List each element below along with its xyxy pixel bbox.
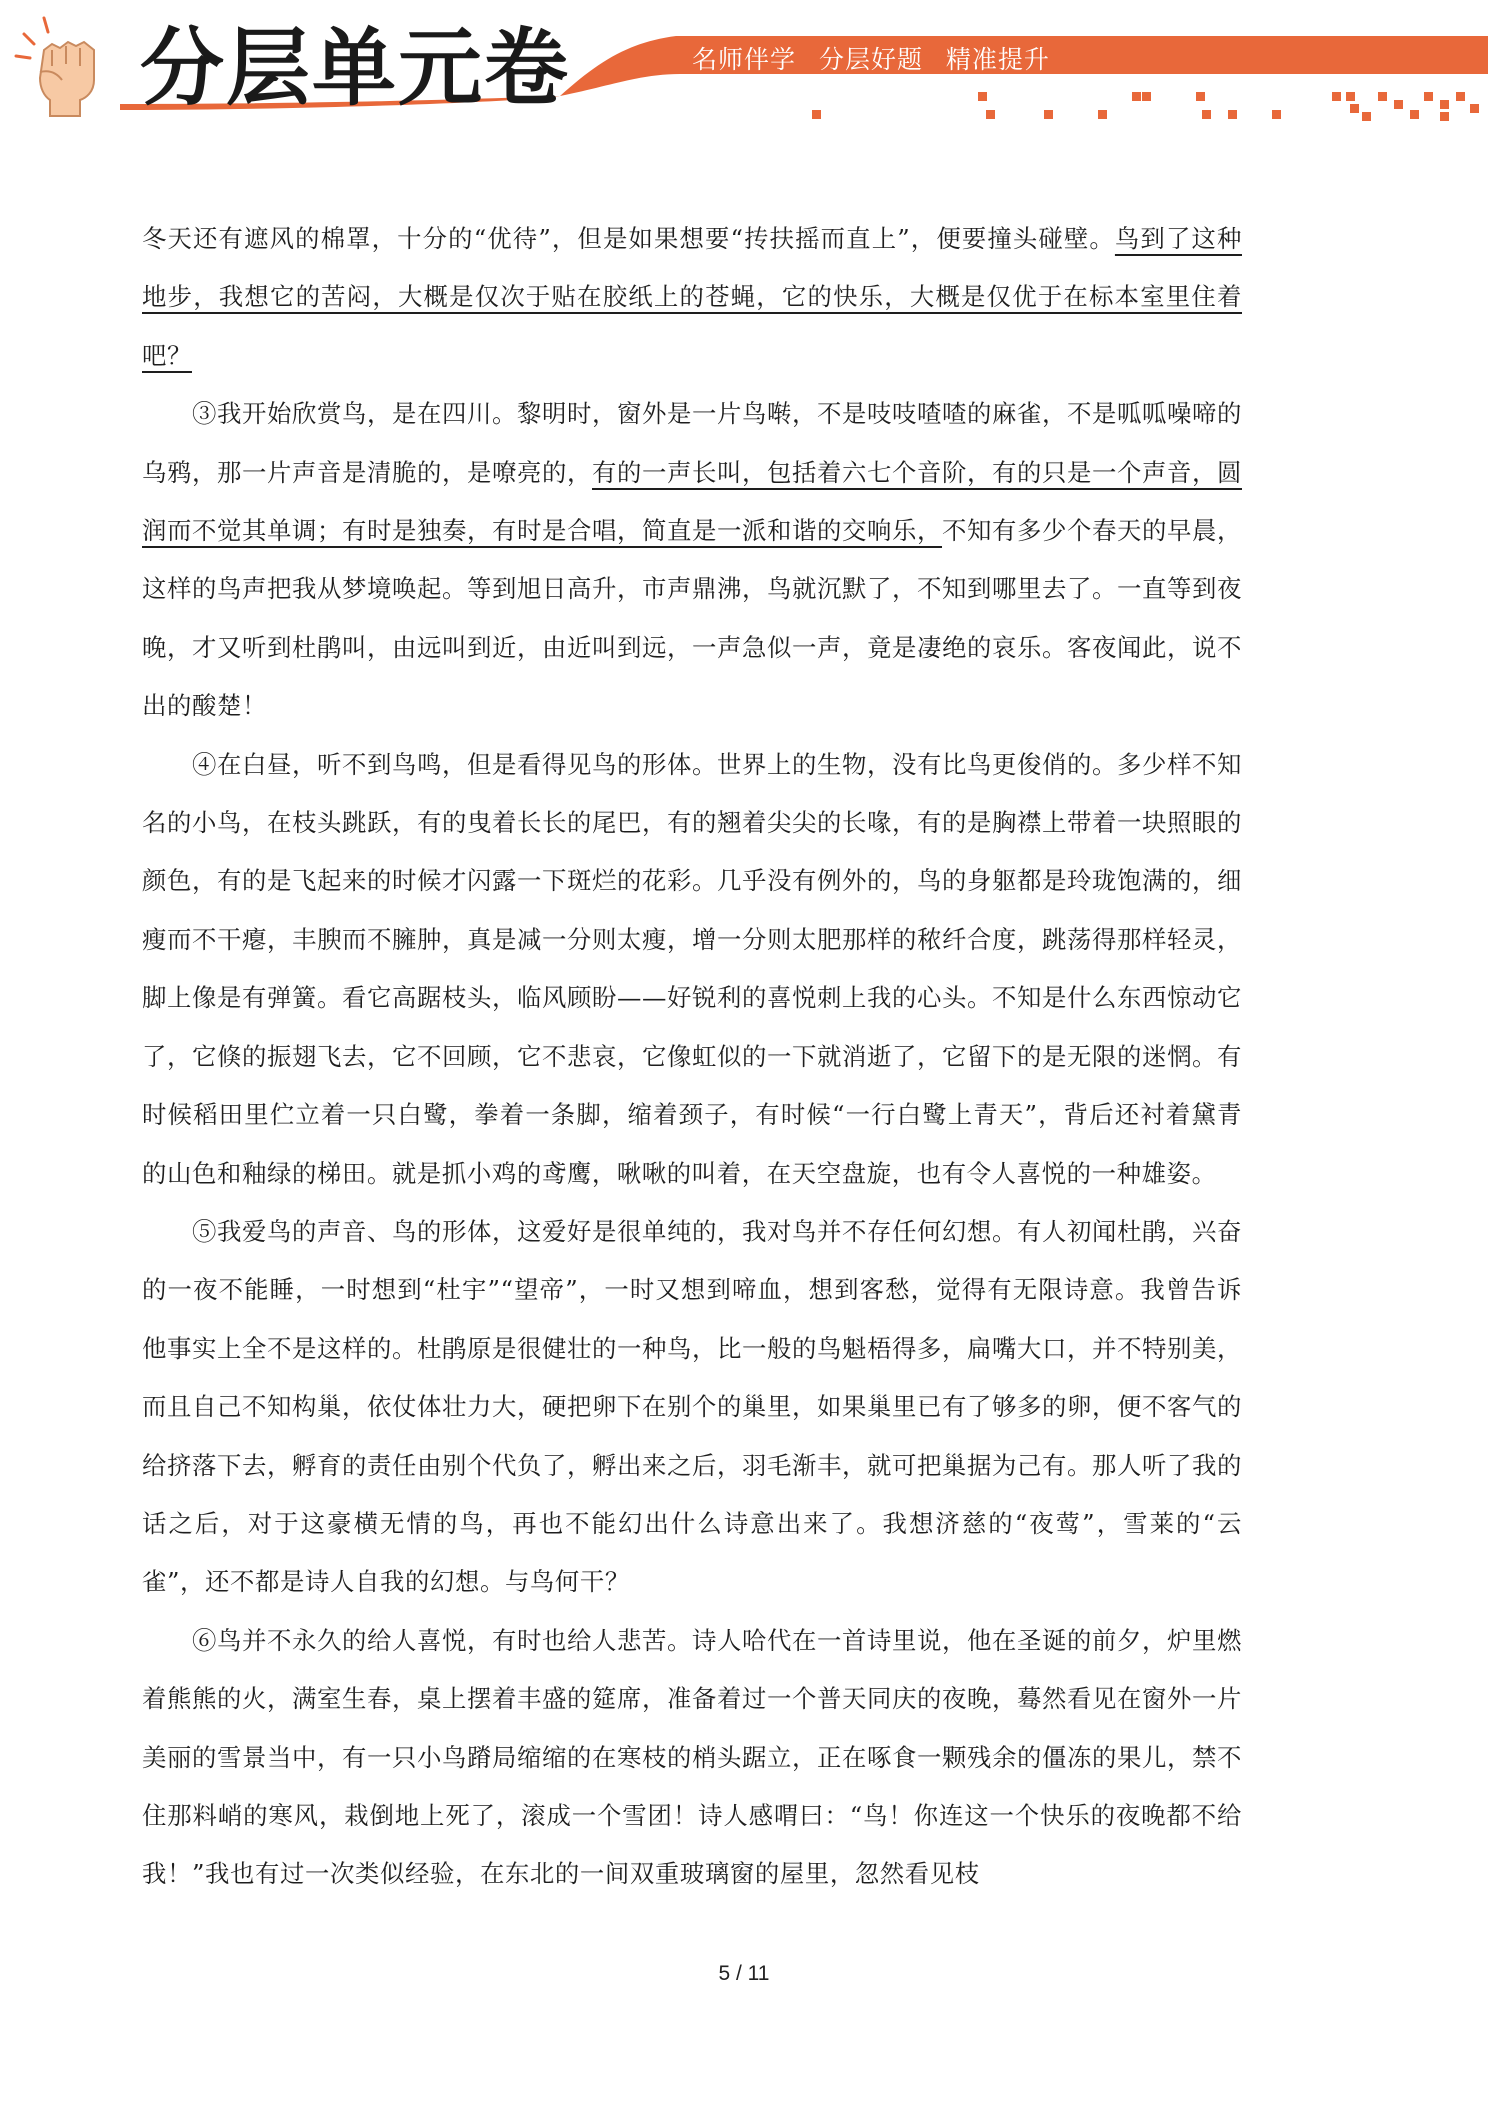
paragraph — [142, 1203, 1242, 1612]
paragraph — [142, 385, 1242, 735]
text-segment: ⑥鸟并不永久的给人喜悦，有时也给人悲苦。诗人哈代在一首诗里说，他在圣诞的前夕，炉里燃着熊熊的火，满室生春，桌上摆着丰盛的筵席，准备着过一个普天同庆的夜晚，蓦然看见在窗外一片美丽的雪景当中，有一只小鸟蹐局缩缩的在寒枝的梢头踞立，正在啄食一颗残余的僵冻的果儿，禁不住那料峭的寒风，栽倒地上死了，滚成一个雪团！诗人感喟曰：“鸟！你连这一个快乐的夜晚都不给我！”我也有过一次类似经验，在东北的一间双重玻璃窗的屋里，忽然看见枝 — [142, 1625, 1242, 1889]
underlined-sentence: 鸟到了这种地步，我想它的苦闷，大概是仅次于贴在胶纸上的苍蝇，它的快乐，大概是仅优于在标本室里住着吧？ — [142, 224, 1242, 370]
page-header — [0, 0, 1488, 140]
header-slogan: 名师伴学 分层好题 精准提升 — [692, 45, 1050, 74]
text-segment: 冬天还有遮风的棉罩，十分的“优待”，但是如果想要“抟扶摇而直上”，便要撞头碰壁。 — [142, 224, 1115, 253]
text-segment: ③我开始欣赏鸟，是在四川。黎明时，窗外是一片鸟啭，不是吱吱喳喳的麻雀，不是呱呱噪啼的乌鸦，那一片声音是清脆的，是嘹亮的， — [142, 399, 1242, 487]
text-segment: ④在白昼，听不到鸟鸣，但是看得见鸟的形体。世界上的生物，没有比鸟更俊俏的。多少样不知名的小鸟，在枝头跳跃，有的曳着长长的尾巴，有的翘着尖尖的长喙，有的是胸襟上带着一块照眼的颜色，有的是飞起来的时候才闪露一下斑烂的花彩。几乎没有例外的，鸟的身躯都是玲珑饱满的，细瘦而不干瘪，丰腴而不臃肿，真是减一分则太瘦，增一分则太肥那样的秾纤合度，跳荡得那样轻灵，脚上像是有弹簧。看它高踞枝头，临风顾盼——好锐利的喜悦刺上我的心头。不知是什么东西惊动它了，它倏的振翅飞去，它不回顾，它不悲哀，它像虹似的一下就消逝了，它留下的是无限的迷惘。有时候稻田里伫立着一只白鹭，拳着一条脚，缩着颈子，有时候“一行白鹭上青天”，背后还衬着黛青的山色和釉绿的梯田。就是抓小鸡的鸢鹰，啾啾的叫着，在天空盘旋，也有令人喜悦的一种雄姿。 — [142, 749, 1242, 1188]
text-segment: 不知有多少个春天的早晨，这样的鸟声把我从梦境唤起。等到旭日高升，市声鼎沸，鸟就沉默了，不知到哪里去了。一直等到夜晚，才又听到杜鹃叫，由远叫到近，由近叫到远，一声急似一声，竟是凄绝的哀乐。客夜闻此，说不出的酸楚！ — [142, 516, 1243, 721]
banner-dots — [812, 92, 1479, 121]
paragraph — [142, 736, 1242, 1203]
paragraph — [142, 1612, 1242, 1904]
raised-fist-icon — [10, 10, 120, 120]
article-body — [142, 210, 1242, 1904]
brand-title: 分层单元卷 — [140, 19, 571, 117]
paragraph — [142, 210, 1242, 385]
text-segment: ⑤我爱鸟的声音、鸟的形体，这爱好是很单纯的，我对鸟并不存任何幻想。有人初闻杜鹃，兴奋的一夜不能睡，一时想到“杜宇”“望帝”，一时又想到啼血，想到客愁，觉得有无限诗意。我曾告诉他事实上全不是这样的。杜鹃原是很健壮的一种鸟，比一般的鸟魁梧得多，扁嘴大口，并不特别美，而且自己不知构巢，依仗体壮力大，硬把卵下在别个的巢里，如果巢里已有了够多的卵，便不客气的给挤落下去，孵育的责任由别个代负了，孵出来之后，羽毛渐丰，就可把巢据为己有。那人听了我的话之后，对于这豪横无情的鸟，再也不能幻出什么诗意出来了。我想济慈的“夜莺”，雪莱的“云雀”，还不都是诗人自我的幻想。与鸟何干？ — [142, 1216, 1242, 1597]
underlined-sentence: 有的一声长叫，包括着六七个音阶，有的只是一个声音，圆润而不觉其单调；有时是独奏，有时是合唱，简直是一派和谐的交响乐， — [142, 457, 1242, 546]
page-number: 5 / 11 — [718, 1962, 770, 1985]
